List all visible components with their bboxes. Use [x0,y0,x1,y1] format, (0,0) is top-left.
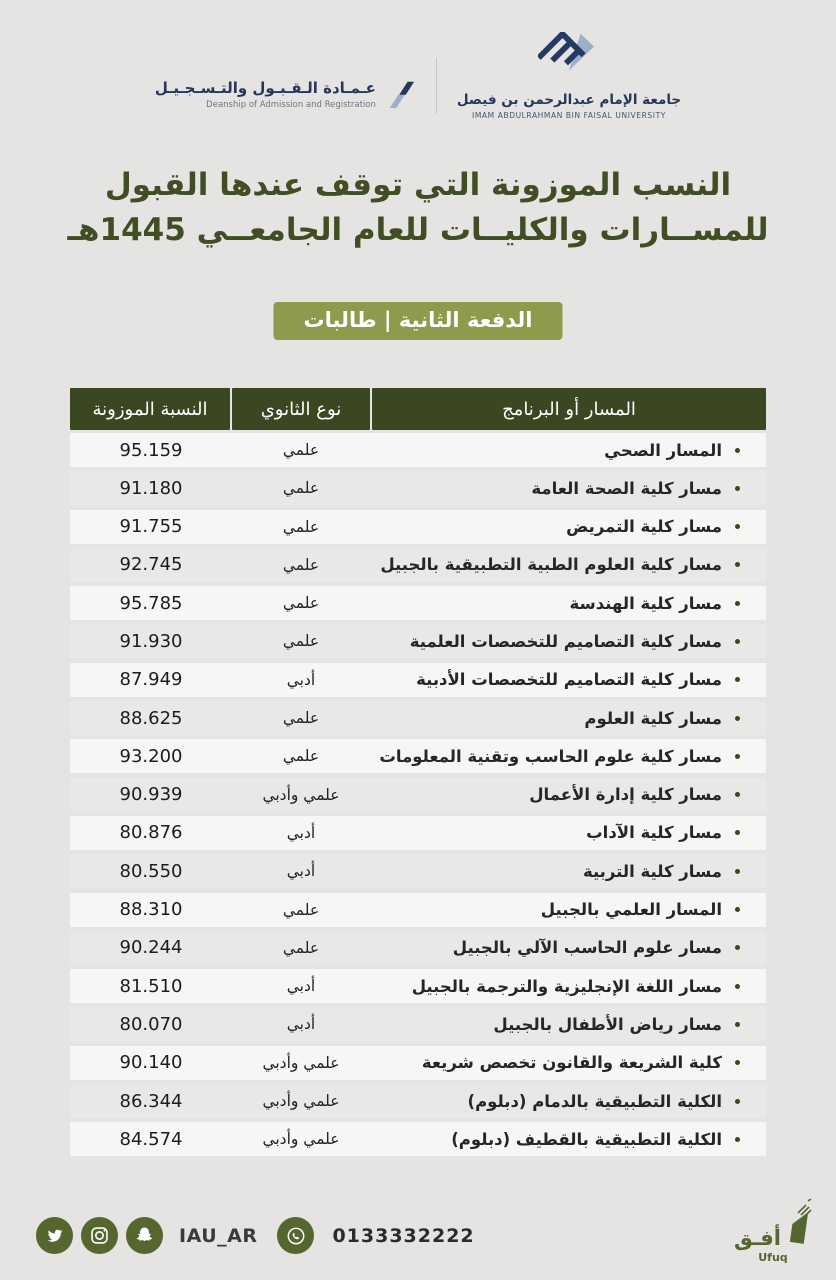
program-name: مسار كلية التصاميم للتخصصات العلمية [409,631,722,651]
program-name: المسار العلمي بالجبيل [540,900,722,920]
header-logos [0,28,836,120]
table-row [70,471,766,505]
program-name: مسار كلية التمريض [566,517,722,537]
program-cell [370,862,766,881]
program-name: مسار كلية التربية [582,861,722,881]
program-cell [370,709,766,728]
bullet-icon [735,601,740,606]
table-body [70,433,766,1156]
program-name: مسار رياض الأطفال بالجبيل [493,1014,722,1034]
program-cell [370,1015,766,1034]
deanship-name-arabic: عـمـادة الـقـبـول والتـسـجـيـل [154,78,376,97]
table-row [70,433,766,467]
bullet-icon [735,984,740,989]
page-title [0,163,836,253]
program-name: مسار كلية الصحة العامة [531,478,722,498]
secondary-type-cell: علمي وأدبي [262,1092,340,1111]
footer-contact-bar [36,1217,475,1254]
cutoff-table [70,388,766,1161]
table-row [70,1046,766,1080]
batch-badge: الدفعة الثانية | طالبات [273,302,562,340]
secondary-type-cell: أدبي [286,670,316,689]
bullet-icon [735,562,740,567]
bullet-icon [735,716,740,721]
ufuq-name-arabic: أفـق [733,1226,781,1250]
whatsapp-icon[interactable] [277,1217,314,1254]
bullet-icon [735,754,740,759]
table-row [70,931,766,965]
program-name: الكلية التطبيقية بالدمام (دبلوم) [467,1091,722,1111]
bullet-icon [735,448,740,453]
program-cell [370,555,766,574]
program-cell [370,938,766,957]
secondary-type-cell: أدبي [286,862,316,881]
program-name: مسار كلية العلوم [584,708,722,728]
page-title-line2: للمســارات والكليــات للعام الجامعــي 1445هـ [67,211,769,248]
program-name: مسار كلية الآداب [586,823,722,843]
table-row [70,739,766,773]
secondary-type-cell: علمي [282,938,320,957]
secondary-type-cell: علمي [282,900,320,919]
secondary-type-cell: علمي وأدبي [262,1130,340,1149]
social-handle: IAU_AR [179,1224,258,1247]
ufuq-name-english: Ufuq [758,1251,788,1264]
table-row [70,1084,766,1118]
weighted-score-cell: 81.510 [119,975,183,997]
program-cell [370,594,766,613]
weighted-score-cell: 95.785 [119,592,183,614]
bullet-icon [735,792,740,797]
university-mark-icon [538,32,600,90]
program-name: مسار كلية علوم الحاسب وتقنية المعلومات [379,746,722,766]
program-name: مسار كلية الهندسة [569,593,722,613]
program-cell [370,900,766,919]
secondary-type-cell: علمي [282,517,320,536]
program-name: مسار كلية إدارة الأعمال [529,785,722,805]
table-row [70,624,766,658]
program-name: مسار كلية العلوم الطبية التطبيقية بالجبيل [380,555,722,575]
table-row [70,701,766,735]
weighted-score-cell: 91.755 [119,516,183,538]
weighted-score-cell: 80.070 [119,1013,183,1035]
weighted-score-cell: 93.200 [119,745,183,767]
program-cell [370,1130,766,1149]
snapchat-icon[interactable] [126,1217,163,1254]
table-row [70,586,766,620]
program-cell [370,977,766,996]
bullet-icon [735,1137,740,1142]
bullet-icon [735,869,740,874]
secondary-type-cell: علمي [282,709,320,728]
bullet-icon [735,486,740,491]
table-row [70,778,766,812]
weighted-score-cell: 80.550 [119,860,183,882]
program-cell [370,785,766,804]
program-cell [370,517,766,536]
bullet-icon [735,1060,740,1065]
secondary-type-cell: علمي [282,441,320,459]
secondary-type-cell: علمي [282,632,320,651]
page-title-line1: النسب الموزونة التي توقف عندها القبول [104,167,732,203]
table-row [70,1007,766,1041]
university-name-arabic: جامعة الإمام عبدالرحمن بن فيصل [456,92,682,108]
program-cell [370,479,766,498]
weighted-score-cell: 90.140 [119,1052,183,1074]
logo-divider [436,58,437,114]
program-cell [370,1053,766,1072]
bullet-icon [735,524,740,529]
ufuq-mark-icon [786,1199,812,1249]
program-cell [370,441,766,460]
program-cell [370,1092,766,1111]
bullet-icon [735,907,740,912]
secondary-type-cell: أدبي [286,977,316,996]
ufuq-logo [734,1199,812,1264]
bullet-icon [735,639,740,644]
column-header-program: المسار أو البرنامج [372,388,766,430]
weighted-score-cell: 91.930 [119,630,183,652]
bullet-icon [735,677,740,682]
table-row [70,854,766,888]
twitter-icon[interactable] [36,1217,73,1254]
column-header-weighted-score: النسبة الموزونة [70,388,230,430]
table-row [70,816,766,850]
weighted-score-cell: 90.244 [119,937,183,959]
secondary-type-cell: علمي [282,594,320,613]
instagram-icon[interactable] [81,1217,118,1254]
table-header-row [70,388,766,430]
program-name: المسار الصحي [604,440,722,460]
secondary-type-cell: علمي [282,555,320,574]
program-cell [370,632,766,651]
table-row [70,663,766,697]
weighted-score-cell: 90.939 [119,784,183,806]
weighted-score-cell: 88.310 [119,899,183,921]
table-row [70,548,766,582]
program-name: كلية الشريعة والقانون تخصص شريعة [421,1053,722,1073]
weighted-score-cell: 95.159 [119,439,183,461]
secondary-type-cell: أدبي [286,823,316,842]
secondary-type-cell: علمي وأدبي [262,1053,340,1072]
bullet-icon [735,1099,740,1104]
deanship-logo [155,74,416,120]
program-cell [370,747,766,766]
weighted-score-cell: 91.180 [119,477,183,499]
deanship-text [155,79,376,110]
program-name: مسار كلية التصاميم للتخصصات الأدبية [416,670,722,690]
deanship-name-english: Deanship of Admission and Registration [206,99,376,110]
bullet-icon [735,1022,740,1027]
table-row [70,510,766,544]
secondary-type-cell: علمي وأدبي [262,785,340,804]
weighted-score-cell: 80.876 [119,822,183,844]
secondary-type-cell: علمي [282,479,320,498]
table-row [70,893,766,927]
table-row [70,1122,766,1156]
program-cell [370,670,766,689]
weighted-score-cell: 88.625 [119,707,183,729]
deanship-mark-icon [386,74,416,114]
secondary-type-cell: علمي [282,747,320,766]
program-name: مسار علوم الحاسب الآلي بالجبيل [452,938,722,958]
phone-number: 0133332222 [332,1224,475,1247]
column-header-secondary-type: نوع الثانوي [232,388,370,430]
weighted-score-cell: 86.344 [119,1090,183,1112]
weighted-score-cell: 84.574 [119,1128,183,1150]
university-logo [457,32,681,120]
program-name: مسار اللغة الإنجليزية والترجمة بالجبيل [411,976,722,996]
secondary-type-cell: أدبي [286,1015,316,1034]
program-name: الكلية التطبيقية بالقطيف (دبلوم) [451,1129,722,1149]
university-name-english: IMAM ABDULRAHMAN BIN FAISAL UNIVERSITY [472,111,666,120]
table-row [70,969,766,1003]
weighted-score-cell: 87.949 [119,669,183,691]
weighted-score-cell: 92.745 [119,554,183,576]
program-cell [370,823,766,842]
bullet-icon [735,945,740,950]
bullet-icon [735,830,740,835]
